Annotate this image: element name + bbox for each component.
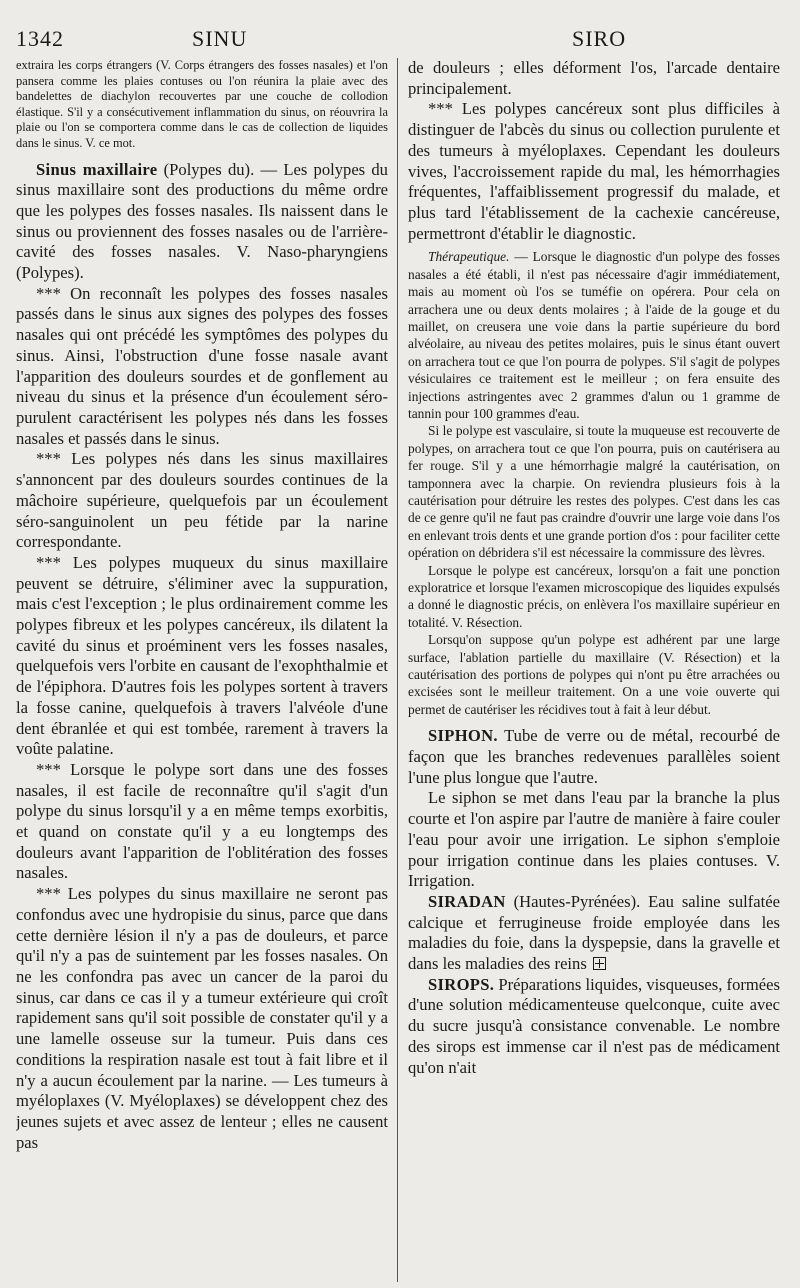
- entry-text: Préparations liquides, visqueuses, formées d'une solution médicamenteuse quelconque, cuite avec du sucre jusqu'à consistance convenable. Le nombre des sirops est immense car il n'est pas de médicament qu'on n'ait: [408, 974, 780, 1077]
- right-column: [408, 58, 780, 1282]
- entry-headword: SIRADAN: [428, 891, 506, 911]
- column-divider: [397, 58, 398, 1282]
- entry-text: (Hautes-Pyrénées). Eau saline sulfatée calcique et ferrugineuse froide employée dans les maladies du foie, dans la dyspepsie, dans la gravelle et dans les maladies des reins: [408, 891, 780, 974]
- entry-siphon: [408, 726, 780, 788]
- paragraph: *** Les polypes nés dans les sinus maxillaires s'annoncent par des douleurs sourdes continues de la mâchoire supérieure, quelquefois par un écoulement séro-sanguinolent un peu fétide par la narine correspondante.: [16, 449, 388, 552]
- entry-headword: SIPHON.: [428, 726, 498, 746]
- entry-text: (Polypes du). — Les polypes du sinus maxillaire sont des productions du même ordre que les polypes des fosses nasales. Ils naissent dans le sinus ou proviennent des fosses nasales ou de l'arrière-cavité des fosses nasales. V. Naso-pharyngiens (Polypes).: [16, 159, 388, 283]
- paragraph: Lorsqu'on suppose qu'un polype est adhérent par une large surface, l'ablation partielle du maxillaire (V. Résection) et la cautérisation des portions de polypes qui n'ont pu être arrachées ou excisées sont le meilleur traitement. On a une voie ouverte qui permet de cautériser les récidives tout à fait à leur début.: [408, 632, 780, 717]
- paragraph: *** Lorsque le polype sort dans une des fosses nasales, il est facile de reconnaître qu'il s'agit d'un polype du sinus lorsqu'il y a en même temps exorbitis, et quand on constate qu'il y a eu longtemps des douleurs avant l'apparition de l'oblitération des fosses nasales.: [16, 759, 388, 883]
- section-heading: Thérapeutique.: [428, 249, 510, 265]
- paragraph: Lorsque le polype est cancéreux, lorsqu'on a fait une ponction exploratrice et lorsque l'examen microscopique des liquides expulsés a donné le diagnostic précis, on enlèvera l'os maxillaire supérieur en totalité. V. Résection.: [408, 562, 780, 630]
- paragraph: *** Les polypes cancéreux sont plus difficiles à distinguer de l'abcès du sinus ou collection purulente et des tumeurs à myéloplaxes. Cependant les douleurs vives, l'accroissement rapide du mal, les hémorrhagies fréquentes, l'affaiblissement progressif du malade, et plus tard l'établissement de la cachexie cancéreuse, permettront d'établir le diagnostic.: [408, 99, 780, 243]
- left-running-title: SINU: [192, 26, 248, 51]
- paragraph: *** Les polypes du sinus maxillaire ne seront pas confondus avec une hydropisie du sinus, parce que dans cette dernière lésion il n'y a pas de douleurs, et parce qu'il n'y a pas de suintement par les fosses nasales. On ne les confondra pas avec un cancer de la paroi du sinus, car dans ce cas il y a tumeur extérieure qui croît rapidement sans qu'il soit possible de constater qu'il y a une lamelle osseuse sur la tumeur. Puis dans ces conditions la respiration nasale est tout à fait libre et il n'y a aucun écoulement par la narine. — Les tumeurs à myéloplaxes (V. Myéloplaxes) se développent chez des jeunes sujets et avec assez de lenteur ; elles ne causent pas: [16, 884, 388, 1152]
- entry-headword: SIROPS.: [428, 974, 495, 994]
- entry-headword: Sinus maxillaire: [36, 159, 158, 179]
- entry-sirops: [408, 975, 780, 1079]
- left-column: [16, 58, 388, 1282]
- paragraph: *** Les polypes muqueux du sinus maxillaire peuvent se détruire, s'éliminer avec la suppuration, mais c'est l'exception ; le plus ordinairement comme les polypes fibreux et les polypes cancéreux, ils dilatent la cavité du sinus et proéminent vers les fosses nasales, quelquefois vers l'orbite en causant de l'exophthalmie et de l'épiphora. D'autres fois les polypes sortent à travers la fosse canine, quelquefois à travers l'alvéole d'une dent ébranlée et qui est tombée, rarement à travers la voûte palatine.: [16, 552, 388, 759]
- therapeutique-section: [408, 248, 780, 422]
- right-running-title: SIRO: [572, 26, 627, 51]
- paragraph: Si le polype est vasculaire, si toute la muqueuse est recouverte de polypes, on arrachera tout ce que l'on pourra, puis on cautérisera au fer rouge. S'il y a une hémorrhagie malgré la cautérisation, on tamponnera avec la charpie. On reviendra plusieurs fois à la cautérisation pour détruire les restes des polypes. C'est dans les cas de ce genre qu'il ne faut pas craindre d'ouvrir une large voie dans l'os en enlevant trois dents et une grande portion d'os : pour faciliter cette opération on débridera s'il est nécessaire la commissure des lèvres.: [408, 423, 780, 561]
- page-number: 1342: [16, 26, 64, 51]
- section-text: — Lorsque le diagnostic d'un polype des fosses nasales a été établi, il n'est pas nécessaire d'agir immédiatement, mais au moment où l'os se tuméfie on opérera. Pour cela on arrachera une ou deux dents molaires ; à l'aide de la gouge et du maillet, on creusera une voie dans la partie supérieure du bord alvéolaire, au niveau des petites molaires, puis le sinus étant ouvert on arrachera tout ce que l'on pourra de polypes. S'il s'agit de polypes vésiculaires ce traitement est le meilleur ; on fera ensuite des injections astringentes avec 2 grammes d'alun ou 1 gramme de tannin pour 100 grammes d'eau.: [408, 249, 780, 421]
- running-header: [12, 26, 790, 54]
- entry-siradan: [408, 892, 780, 975]
- entry-text: Tube de verre ou de métal, recourbé de façon que les branches redevenues parallèles soient l'une plus longue que l'autre.: [408, 726, 780, 787]
- paragraph: extraira les corps étrangers (V. Corps étrangers des fosses nasales) et l'on pansera comme les plaies contuses ou l'on réunira la plaie avec des bandelettes de diachylon recouvertes par une couche de collodion élastique. S'il y a consécutivement inflammation du sinus, on réouvrira la plaie ou l'on se comportera comme dans le cas de collection de liquides dans le sinus. V. ce mot.: [16, 58, 388, 150]
- boxed-plus-icon: [593, 957, 606, 970]
- paragraph: *** On reconnaît les polypes des fosses nasales passés dans le sinus aux signes des polypes des fosses nasales qui ont précédé les symptômes des polypes du sinus. Ainsi, l'obstruction d'une fosse nasale avant l'apparition des douleurs sourdes et de gonflement au niveau du sinus et la présence d'un écoulement séro-purulent caractérisent les polypes nés dans les fosses nasales et passés dans le sinus.: [16, 283, 388, 448]
- entry-sinus-maxillaire: [16, 160, 388, 284]
- paragraph: Le siphon se met dans l'eau par la branche la plus courte et l'on aspire par l'autre de manière à faire couler l'eau pour avoir une irrigation. Le siphon s'emploie pour irrigation continue dans les plaies contuses. V. Irrigation.: [408, 788, 780, 891]
- paragraph: de douleurs ; elles déforment l'os, l'arcade dentaire principalement.: [408, 58, 780, 98]
